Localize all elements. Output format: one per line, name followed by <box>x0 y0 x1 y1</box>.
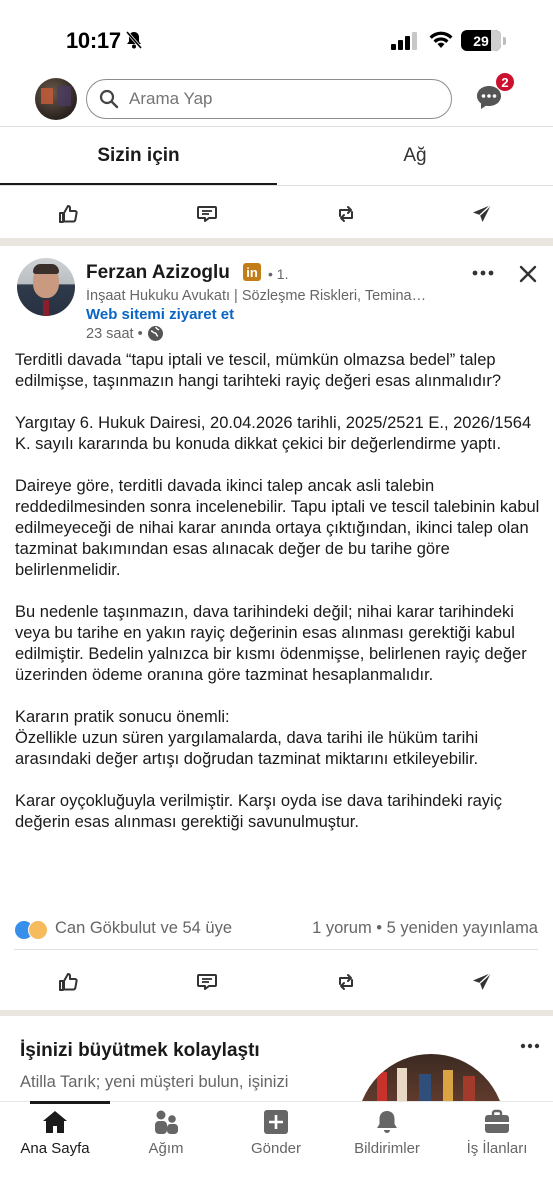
send-icon <box>470 202 494 226</box>
close-icon <box>519 265 537 283</box>
active-nav-indicator <box>30 1101 110 1104</box>
tab-for-you[interactable]: Sizin için <box>97 145 180 166</box>
globe-icon <box>147 325 164 342</box>
search-icon <box>99 89 119 109</box>
post-paragraph: Daireye göre, terditli davada ikinci talep ancak asli talebin reddedilmesinden sonra incelenebilir. Tapu iptali ve tescil talebinin kabul edilmeyeceği de nihai karar anında ortaya çıktığından, ikinci talep olan tazminat bakımından esas alınacak değer de bu tarihe göre belirlenmelidir. <box>15 477 540 579</box>
post-more-button[interactable] <box>470 260 496 286</box>
divider <box>14 949 538 950</box>
author-name[interactable]: Ferzan Azizoglu <box>86 262 230 283</box>
like-button[interactable] <box>48 186 88 242</box>
premium-badge: in <box>243 263 261 281</box>
bell-off-icon <box>124 30 144 55</box>
thumbs-up-icon <box>56 202 80 226</box>
nav-label: Bildirimler <box>354 1140 420 1157</box>
send-icon <box>470 970 494 994</box>
post-timestamp <box>86 325 164 342</box>
battery-icon <box>461 30 501 51</box>
tab-network[interactable]: Ağ <box>403 145 427 166</box>
post-actions <box>0 954 553 1010</box>
nav-label: Ana Sayfa <box>20 1140 90 1157</box>
post-paragraph: Kararın pratik sonucu önemli: Özellikle uzun süren yargılamalarda, dava tarihi ile hüküm tarihi arasındaki değer artışı doğrudan tazminat miktarını etkileyebilir. <box>15 708 479 768</box>
top-bar <box>0 72 553 126</box>
comment-icon <box>195 970 219 994</box>
profile-avatar[interactable] <box>35 78 77 120</box>
nav-post[interactable] <box>221 1107 331 1167</box>
nav-label: İş İlanları <box>466 1140 528 1157</box>
repost-icon <box>334 970 358 994</box>
reaction-icons[interactable] <box>14 919 50 941</box>
network-icon <box>152 1109 180 1135</box>
home-icon <box>41 1109 69 1135</box>
feed-tabs <box>0 127 553 185</box>
send-button[interactable] <box>462 186 502 242</box>
previous-post-actions <box>0 186 553 242</box>
comments-reposts-count[interactable]: 1 yorum • 5 yeniden yayınlama <box>312 919 538 937</box>
post-time-text: 23 saat • <box>86 325 143 342</box>
comment-button[interactable] <box>187 954 227 1010</box>
author-avatar[interactable] <box>17 258 75 316</box>
briefcase-icon <box>483 1109 511 1135</box>
plus-square-icon <box>263 1109 289 1135</box>
author-headline: İnşaat Hukuku Avukatı | Sözleşme Riskleri, Temina… <box>86 288 427 304</box>
nav-network[interactable] <box>111 1107 221 1167</box>
post-paragraph: Karar oyçokluğuyla verilmiştir. Karşı oyda ise dava tarihindeki rayiç değerin esas alınması gerektiği savunulmuştur. <box>15 792 502 831</box>
message-count-badge: 2 <box>495 72 515 92</box>
website-link[interactable]: Web sitemi ziyaret et <box>86 306 235 323</box>
post-paragraph: Bu nedenle taşınmazın, dava tarihindeki değil; nihai karar tarihindeki veya bu tarihe en yakın rayiç değerinin esas alınması gerektiği kabul edilmiştir. Bedelin yalnızca bir kısmı ödenmişse, belirlenen rayiç değer üzerinden ödeme oranına göre tazminat hesaplanmalıdır. <box>15 603 527 684</box>
thumbs-up-icon <box>56 970 80 994</box>
promo-more-button[interactable] <box>520 1036 540 1054</box>
post-paragraph: Terditli davada “tapu iptali ve tescil, mümkün olmazsa bedel” talep edilmişse, taşınmazın hangi tarihteki rayiç değeri esas alınmalıdır? <box>15 351 502 390</box>
reactions-summary[interactable]: Can Gökbulut ve 54 üye <box>55 919 233 937</box>
battery-tip <box>503 37 506 45</box>
repost-button[interactable] <box>326 186 366 242</box>
promo-title: İşinizi büyütmek kolaylaştı <box>20 1040 260 1061</box>
connection-degree: • 1. <box>268 266 289 282</box>
post-paragraph: Yargıtay 6. Hukuk Dairesi, 20.04.2026 tarihli, 2025/2521 E., 2026/1564 K. sayılı kararında bu konuda dikkat çekici bir değerlendirme yaptı. <box>15 414 532 453</box>
nav-notifications[interactable] <box>332 1107 442 1167</box>
promo-text: Atilla Tarık; yeni müşteri bulun, işinizi <box>20 1073 289 1091</box>
post-text <box>15 350 540 854</box>
insightful-reaction-icon <box>28 920 48 940</box>
wifi-icon <box>428 30 454 55</box>
comment-icon <box>195 202 219 226</box>
repost-button[interactable] <box>326 954 366 1010</box>
feed-separator <box>0 238 553 246</box>
send-button[interactable] <box>462 954 502 1010</box>
like-button[interactable] <box>48 954 88 1010</box>
status-bar <box>0 0 553 70</box>
battery-level: 29 <box>473 32 489 49</box>
comment-button[interactable] <box>187 186 227 242</box>
more-horizontal-icon <box>472 270 494 276</box>
nav-jobs[interactable] <box>442 1107 552 1167</box>
repost-icon <box>334 202 358 226</box>
status-time: 10:17 <box>66 28 121 53</box>
nav-home[interactable] <box>0 1107 110 1167</box>
more-horizontal-icon <box>520 1043 540 1049</box>
dismiss-post-button[interactable] <box>516 262 540 286</box>
bell-icon <box>374 1109 400 1135</box>
promo-card[interactable] <box>0 1016 553 1106</box>
signal-icon <box>391 32 419 55</box>
post-social-counts <box>14 919 538 941</box>
search-input[interactable] <box>129 89 419 109</box>
nav-label: Ağım <box>148 1140 184 1157</box>
bottom-navigation <box>0 1101 553 1200</box>
search-bar[interactable] <box>86 79 452 119</box>
nav-label: Gönder <box>250 1140 302 1157</box>
